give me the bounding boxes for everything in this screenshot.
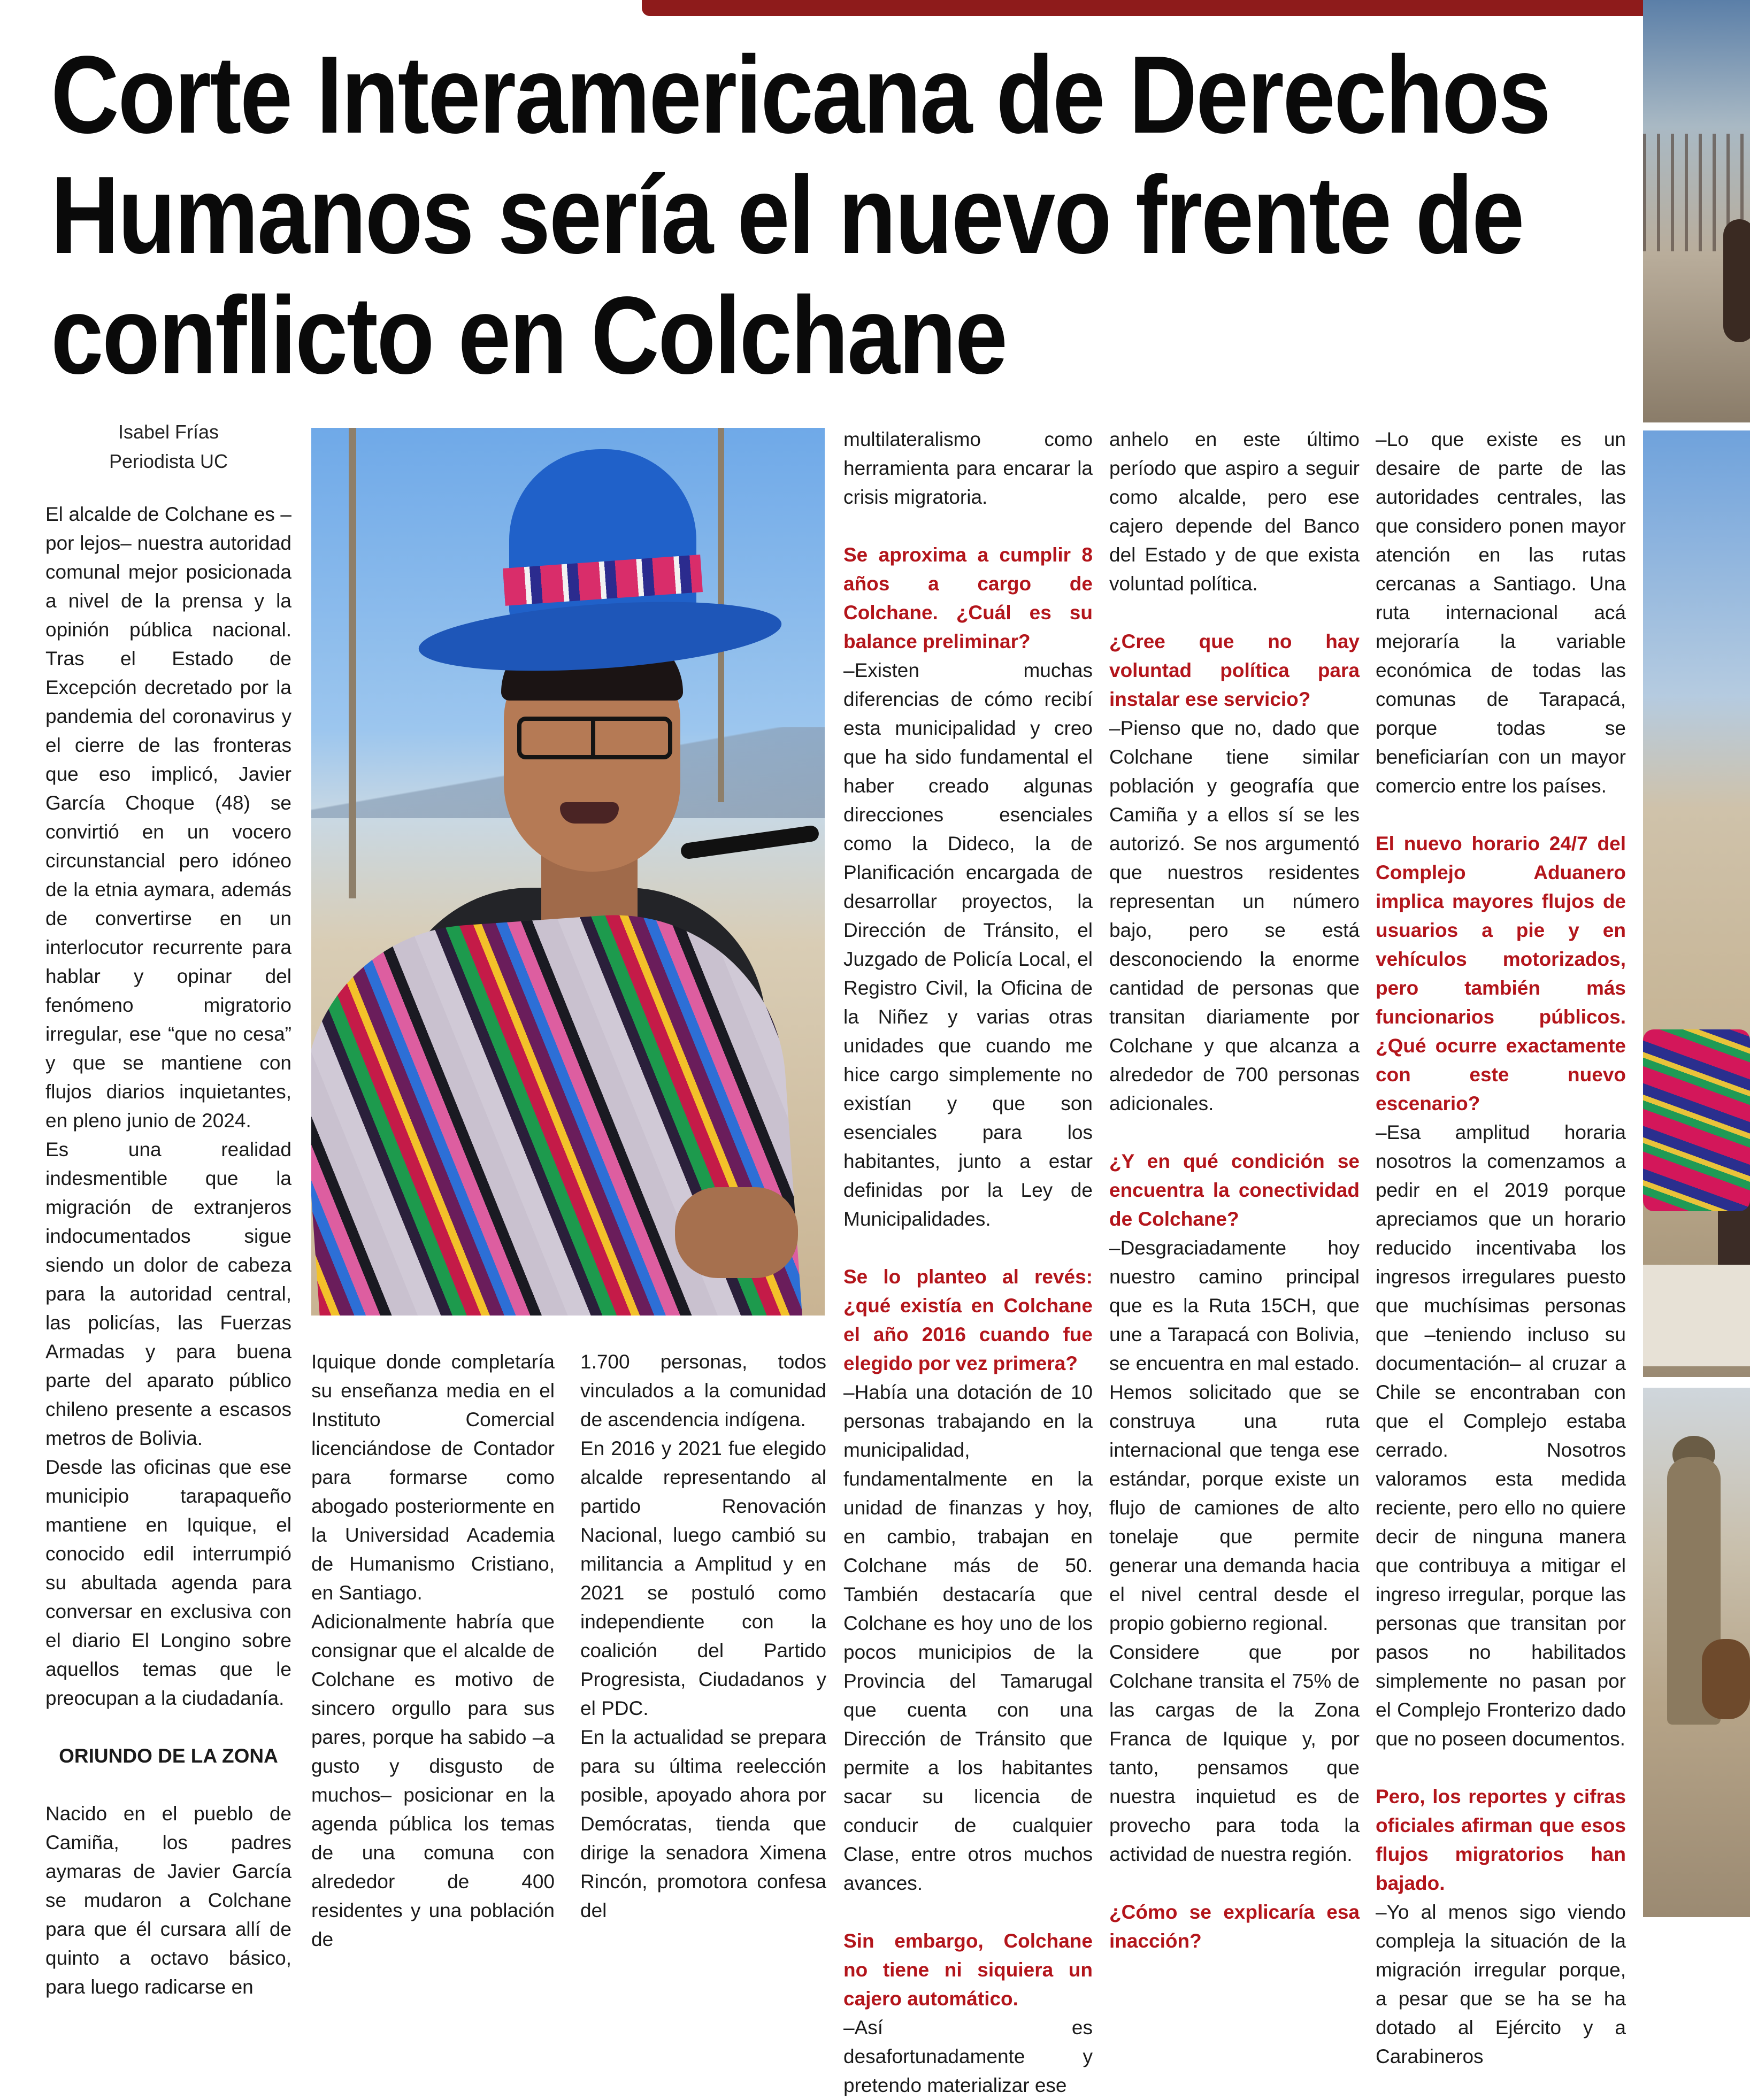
section-subhead: ORIUNDO DE LA ZONA xyxy=(59,1745,278,1767)
interview-question: ¿Y en qué condición se encuentra la conectividad de Colchane? xyxy=(1109,1150,1360,1230)
article-column-2 xyxy=(311,1348,555,1954)
author-name: Isabel Frías xyxy=(118,421,219,443)
article-column-5 xyxy=(1109,425,1360,1956)
interview-answer: –Yo al menos sigo viendo compleja la situación de la migración irregular porque, a pesar que se ha se ha dotado al Ejército y a Carabineros xyxy=(1376,1901,1626,2067)
interview-answer: –Había una dotación de 10 personas trabajando en la municipalidad, fundamentalmente en la unidad de finanzas y hoy, en cambio, trabajan en Colchane más de 50. También destacaría que Colchane es hoy uno de los pocos municipios de la Provincia del Tamarugal que cuenta con una Dirección de Tránsito que permite a los habitantes sacar su licencia de conducir de cualquier Clase, entre otros muchos avances. xyxy=(843,1381,1093,1894)
paragraph: Nacido en el pueblo de Camiña, los padres aymaras de Javier García se mudaron a Colchane para que él cursara allí de quinto a octavo básico, para luego radicarse en xyxy=(45,1803,291,1998)
headline-line-2: Humanos sería el nuevo frente de xyxy=(51,153,1523,276)
interview-answer: Considere que por Colchane transita el 75% de las cargas de la Zona Franca de Iquique y, por tanto, pensamos que nuestra inquietud es de provecho para toda la actividad de nuestra región. xyxy=(1109,1641,1360,1865)
article-column-1 xyxy=(45,500,291,2002)
paragraph: El alcalde de Colchane es –por lejos– nuestra autoridad comunal mejor posicionada a nivel de la prensa y la opinión pública nacional. Tras el Estado de Excepción decretado por la pandemia del coronavirus y el cierre de las fronteras que eso implicó, Javier García Choque (48) se convirtió en un vocero circunstancial pero idóneo de la etnia aymara, además de convertirse en un interlocutor recurrente para hablar y opinar del fenómeno migratorio irregular, ese “que no cesa” y que se mantiene con flujos diarios inquietantes, en pleno junio de 2024. xyxy=(45,503,291,1132)
paragraph: En 2016 y 2021 fue elegido alcalde representando al partido Renovación Nacional, luego cambió su militancia a Amplitud y en 2021 se postuló como independiente con la coalición del Partido Progresista, Ciudadanos y el PDC. xyxy=(580,1437,826,1719)
interview-question: El nuevo horario 24/7 del Complejo Aduanero implica mayores flujos de usuarios a pie y en vehículos motorizados, pero también más funcionarios públicos. ¿Qué ocurre exactamente con este nuevo escenario? xyxy=(1376,833,1626,1114)
interview-question: Se lo planteo al revés: ¿qué existía en Colchane el año 2016 cuando fue elegido por vez primera? xyxy=(843,1266,1093,1374)
interview-question: Sin embargo, Colchane no tiene ni siquiera un cajero automático. xyxy=(843,1930,1093,2010)
interview-question: Pero, los reportes y cifras oficiales afirman que esos flujos migratorios han bajado. xyxy=(1376,1786,1626,1894)
author-role: Periodista UC xyxy=(109,450,228,472)
paragraph: 1.700 personas, todos vinculados a la comunidad de ascendencia indígena. xyxy=(580,1351,826,1430)
paragraph: En la actualidad se prepara para su última reelección posible, apoyado ahora por Demócratas, tienda que dirige la senadora Ximena Rincón, promotora confesa del xyxy=(580,1726,826,1921)
paragraph: Desde las oficinas que ese municipio tarapaqueño mantiene en Iquique, el conocido edil interrumpió su abultada agenda para conversar en exclusiva con el diario El Longino sobre aquellos temas que le preocupan a la ciudadanía. xyxy=(45,1456,291,1709)
article-column-4 xyxy=(843,425,1093,2100)
soldier-photo xyxy=(1643,1388,1750,1917)
market-photo xyxy=(1643,430,1750,1377)
interview-answer: –Lo que existe es un desaire de parte de las autoridades centrales, las que considero ponen mayor atención en las rutas cercanas a Santiago. Una ruta internacional acá mejoraría la variable económica de todas las comunas de Tarapacá, porque todas se beneficiarían con un mayor comercio entre los países. xyxy=(1376,428,1626,797)
mayor-portrait-photo xyxy=(311,428,825,1316)
border-fence-photo xyxy=(1643,0,1750,422)
interview-answer: anhelo en este último período que aspiro a seguir como alcalde, pero ese cajero depende del Banco del Estado y de que exista voluntad política. xyxy=(1109,428,1360,595)
article-column-6 xyxy=(1376,425,1626,2071)
interview-question: ¿Cómo se explicaría esa inacción? xyxy=(1109,1901,1360,1952)
paragraph: Iquique donde completaría su enseñanza media en el Instituto Comercial licenciándose de Contador para formarse como abogado posteriormente en la Universidad Academia de Humanismo Cristiano, en Santiago. xyxy=(311,1351,555,1604)
headline-line-1: Corte Interamericana de Derechos xyxy=(51,33,1550,156)
headline xyxy=(51,33,1550,397)
interview-answer: –Esa amplitud horaria nosotros la comenzamos a pedir en el 2019 porque apreciamos que un horario reducido incentivaba los ingresos irregulares puesto que muchísimas personas que –teniendo incluso su documentación– al cruzar a Chile se encontraban con que el Complejo estaba cerrado. Nosotros valoramos esta medida reciente, pero ello no quiere decir de ninguna manera que contribuya a mitigar el ingreso irregular, porque las personas que transitan por pasos no habilitados simplemente no pasan por el Complejo Fronterizo dado que no poseen documentos. xyxy=(1376,1121,1626,1750)
interview-answer: –Desgraciadamente hoy nuestro camino principal que es la Ruta 15CH, que une a Tarapacá con Bolivia, se encuentra en mal estado. Hemos solicitado que se construya una ruta internacional que tenga ese estándar, porque existe un flujo de camiones de alto tonelaje que permite generar una demanda hacia el nivel central desde el propio gobierno regional. xyxy=(1109,1237,1360,1634)
paragraph: multilateralismo como herramienta para encarar la crisis migratoria. xyxy=(843,428,1093,508)
paragraph: Es una realidad indesmentible que la migración de extranjeros indocumentados sigue siendo un dolor de cabeza para la autoridad central, las policías, las Fuerzas Armadas y para buena parte del aparato público chileno presente a escasos metros de Bolivia. xyxy=(45,1139,291,1449)
article-column-3 xyxy=(580,1348,826,1925)
byline xyxy=(45,417,291,476)
headline-line-3: conflicto en Colchane xyxy=(51,274,1007,397)
paragraph: Adicionalmente habría que consignar que el alcalde de Colchane es motivo de sincero orgullo para sus pares, porque ha sabido –a gusto y disgusto de muchos– posicionar en la agenda pública los temas de una comuna con alrededor de 400 residentes y una población de xyxy=(311,1611,555,1950)
interview-answer: –Pienso que no, dado que Colchane tiene similar población y geografía que Camiña y a ellos sí se les autorizó. Se nos argumentó que nuestros residentes representan un número bajo, pero se está desconociendo la enorme cantidad de personas que transitan diariamente por Colchane y que alcanza a alrededor de 700 personas adicionales. xyxy=(1109,717,1360,1114)
interview-answer: –Existen muchas diferencias de cómo recibí esta municipalidad y creo que ha sido fundamental el haber creado algunas direcciones esenciales como la Dideco, la de Planificación encargada de desarrollar proyectos, la Dirección de Tránsito, el Juzgado de Policía Local, el Registro Civil, la Oficina de la Niñez y varias otras unidades que cuando me hice cargo simplemente no existían y que son esenciales para los habitantes, junto a estar definidas por la Ley de Municipalidades. xyxy=(843,659,1093,1230)
interview-question: ¿Cree que no hay voluntad política para instalar ese servicio? xyxy=(1109,630,1360,710)
interview-question: Se aproxima a cumplir 8 años a cargo de Colchane. ¿Cuál es su balance preliminar? xyxy=(843,544,1093,652)
top-accent-bar xyxy=(642,0,1733,16)
interview-answer: –Así es desafortunadamente y pretendo materializar ese xyxy=(843,2017,1093,2096)
